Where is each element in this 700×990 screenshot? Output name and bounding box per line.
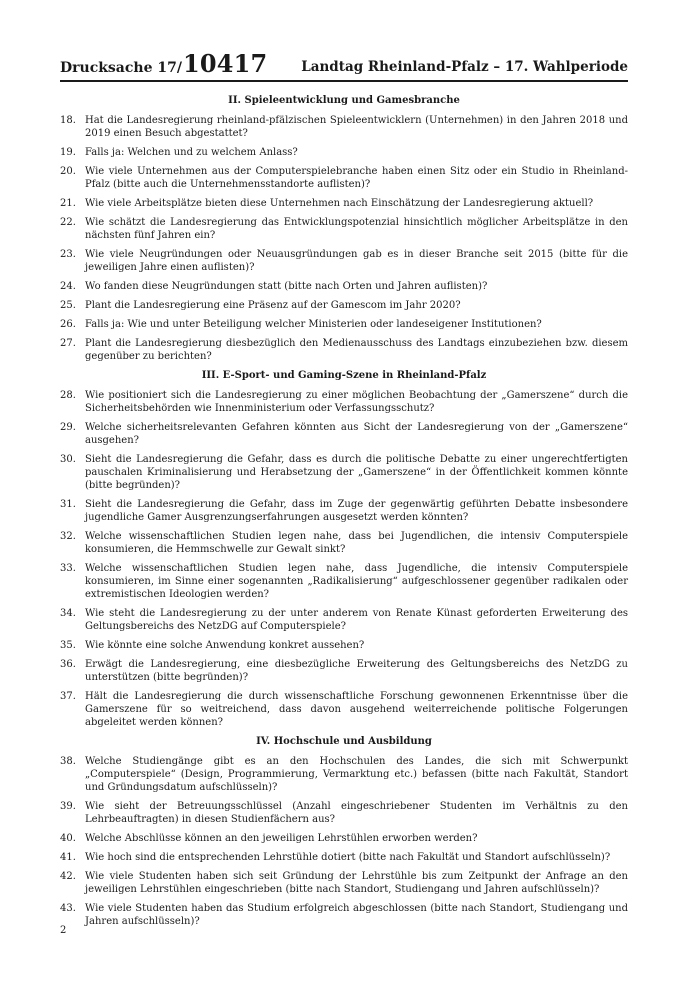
question-number: 19. [60,147,76,158]
question-item [60,690,628,729]
question-number: 31. [60,499,76,510]
question-item [60,337,628,363]
parliament-title: Landtag Rheinland-Pfalz – 17. Wahlperiode [301,58,628,75]
question-item [60,216,628,242]
question-item [60,870,628,896]
drucksache-number: 10417 [182,49,268,78]
question-text: Wie könnte eine solche Anwendung konkret aussehen? [85,640,365,651]
section-title: III. E-Sport- und Gaming-Szene in Rheinland-Pfalz [201,370,487,381]
question-item [60,146,628,159]
question-number: 35. [60,640,76,651]
question-number: 28. [60,390,76,401]
question-text: Plant die Landesregierung diesbezüglich den Medienausschuss des Landtags einzubeziehen bzw. diesem gegenüber zu berichten? [85,338,628,362]
question-number: 36. [60,659,76,670]
question-item [60,498,628,524]
question-number: 20. [60,166,76,177]
question-text: Sieht die Landesregierung die Gefahr, dass es durch die politische Debatte zu einer ungerechtfertigten pauschalen Kriminalisierung und Herabsetzung der „Gamerszene“ in der Öffentlichkeit kommen könnte (bitte begründen)? [85,454,628,491]
question-item [60,800,628,826]
question-number: 33. [60,563,76,574]
question-item [60,114,628,140]
question-item [60,389,628,415]
question-number: 27. [60,338,76,349]
question-item [60,197,628,210]
question-number: 18. [60,115,76,126]
question-number: 24. [60,281,76,292]
question-number: 38. [60,756,76,767]
question-number: 25. [60,300,76,311]
question-item [60,562,628,601]
question-number: 40. [60,833,76,844]
question-item [60,530,628,556]
question-item [60,280,628,293]
question-text: Wie viele Neugründungen oder Neuausgründungen gab es in dieser Branche seit 2015 (bitte für die jeweiligen Jahre einen auflisten)? [85,249,628,273]
question-text: Wie sieht der Betreuungsschlüssel (Anzahl eingeschriebener Studenten im Verhältnis zu den Lehrbeauftragten) in diesen Studienfächern aus? [85,801,628,825]
question-number: 42. [60,871,76,882]
question-number: 26. [60,319,76,330]
question-text: Wie hoch sind die entsprechenden Lehrstühle dotiert (bitte nach Fakultät und Standort aufschlüsseln)? [85,852,611,863]
question-text: Wo fanden diese Neugründungen statt (bitte nach Orten und Jahren auflisten)? [85,281,488,292]
question-number: 43. [60,903,76,914]
question-item [60,318,628,331]
question-item [60,299,628,312]
question-text: Plant die Landesregierung eine Präsenz auf der Gamescom im Jahr 2020? [85,300,461,311]
question-text: Wie viele Unternehmen aus der Computerspielebranche haben einen Sitz oder ein Studio in Rheinland-Pfalz (bitte auch die Unternehmensstandorte auflisten)? [85,166,628,190]
question-number: 29. [60,422,76,433]
question-number: 41. [60,852,76,863]
question-number: 23. [60,249,76,260]
question-number: 39. [60,801,76,812]
question-item [60,832,628,845]
question-item [60,421,628,447]
section-title: II. Spieleentwicklung und Gamesbranche [228,95,460,106]
section-title: IV. Hochschule und Ausbildung [256,736,432,747]
drucksache-reference [60,49,268,78]
question-text: Welche Studiengänge gibt es an den Hochschulen des Landes, die sich mit Schwerpunkt „Computerspiele“ (Design, Programmierung, Vermarktung etc.) befassen (bitte nach Fakultät, Standort und Gründungsdatum aufschlüsseln)? [85,756,628,793]
question-item [60,851,628,864]
question-item [60,607,628,633]
drucksache-label: Drucksache 17/ [60,60,182,76]
question-item [60,639,628,652]
question-text: Wie positioniert sich die Landesregierung zu einer möglichen Beobachtung der „Gamerszene“ durch die Sicherheitsbehörden wie Innenministerium oder Verfassungsschutz? [85,390,628,414]
document-body [60,94,628,934]
question-text: Hat die Landesregierung rheinland-pfälzischen Spieleentwicklern (Unternehmen) in den Jahren 2018 und 2019 einen Besuch abgestattet? [85,115,628,139]
question-text: Falls ja: Wie und unter Beteiligung welcher Ministerien oder landeseigener Institutionen? [85,319,542,330]
question-text: Wie viele Arbeitsplätze bieten diese Unternehmen nach Einschätzung der Landesregierung aktuell? [85,198,594,209]
question-item [60,658,628,684]
question-number: 30. [60,454,76,465]
question-text: Hält die Landesregierung die durch wissenschaftliche Forschung gewonnenen Erkenntnisse über die Gamerszene für so weitreichend, dass davon ausgehend weiterreichende politische Folgerungen abgeleitet werden können? [85,691,628,728]
question-item [60,902,628,928]
question-text: Sieht die Landesregierung die Gefahr, dass im Zuge der gegenwärtig geführten Debatte insbesondere jugendliche Gamer Ausgrenzungserfahrungen ausgesetzt werden könnten? [85,499,628,523]
question-text: Wie viele Studenten haben das Studium erfolgreich abgeschlossen (bitte nach Standort, Studiengang und Jahren aufschlüsseln)? [85,903,628,927]
page-number: 2 [60,925,67,936]
question-text: Welche wissenschaftlichen Studien legen nahe, dass bei Jugendlichen, die intensiv Computerspiele konsumieren, die Hemmschwelle zur Gewalt sinkt? [85,531,628,555]
question-text: Welche Abschlüsse können an den jeweiligen Lehrstühlen erworben werden? [85,833,478,844]
question-text: Erwägt die Landesregierung, eine diesbezügliche Erweiterung des Geltungsbereichs des NetzDG zu unterstützen (bitte begründen)? [85,659,628,683]
question-item [60,755,628,794]
question-item [60,453,628,492]
question-text: Wie viele Studenten haben sich seit Gründung der Lehrstühle bis zum Zeitpunkt der Anfrage an den jeweiligen Lehrstühlen eingeschrieben (bitte nach Standort, Studiengang und Jahren aufschlüsseln)? [85,871,628,895]
question-item [60,165,628,191]
question-number: 34. [60,608,76,619]
question-text: Welche sicherheitsrelevanten Gefahren könnten aus Sicht der Landesregierung von der „Gamerszene“ ausgehen? [85,422,628,446]
question-number: 22. [60,217,76,228]
question-item [60,248,628,274]
question-text: Wie schätzt die Landesregierung das Entwicklungspotenzial hinsichtlich möglicher Arbeitsplätze in den nächsten fünf Jahren ein? [85,217,628,241]
question-number: 32. [60,531,76,542]
question-number: 37. [60,691,76,702]
question-text: Welche wissenschaftlichen Studien legen nahe, dass Jugendliche, die intensiv Computerspiele konsumieren, im Sinne einer sogenannten „Radikalisierung“ aufgeschlossener gegenüber radikalen oder extremistischen Ideologien werden? [85,563,628,600]
question-text: Falls ja: Welchen und zu welchem Anlass? [85,147,298,158]
question-text: Wie steht die Landesregierung zu der unter anderem von Renate Künast geforderten Erweiterung des Geltungsbereichs des NetzDG auf Computerspiele? [85,608,628,632]
question-number: 21. [60,198,76,209]
page-header [60,44,628,76]
header-rule [60,80,628,82]
